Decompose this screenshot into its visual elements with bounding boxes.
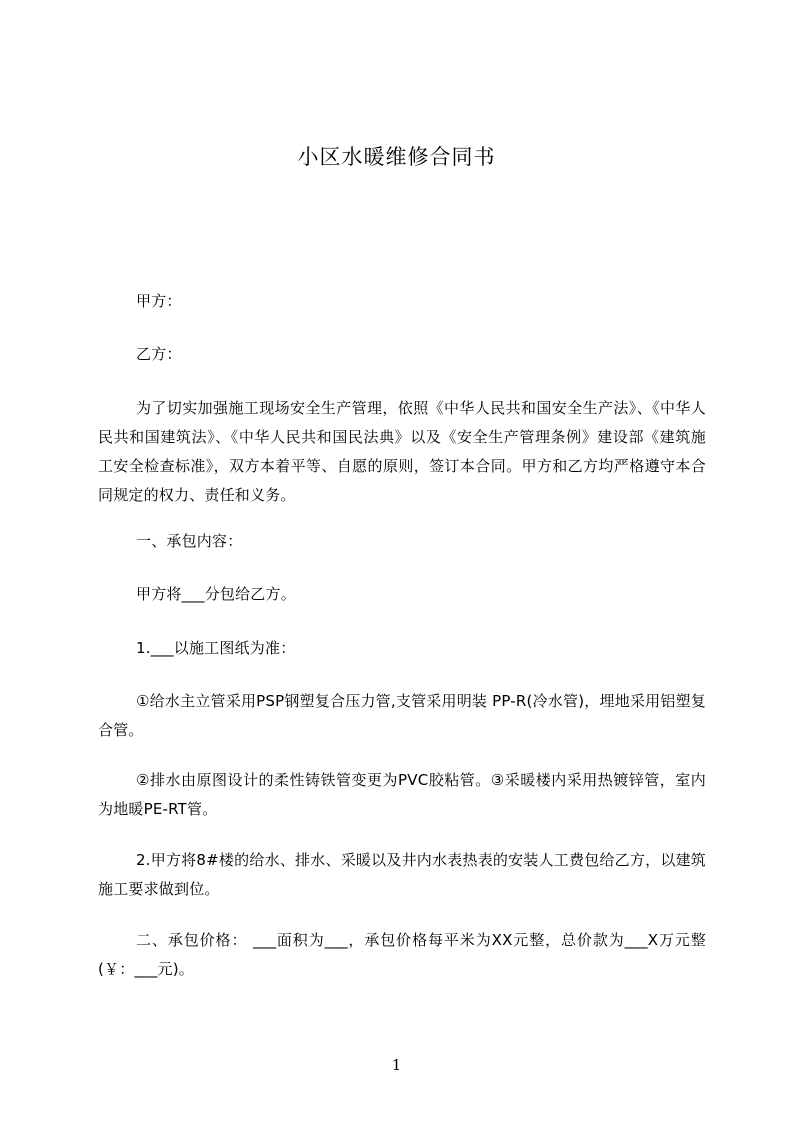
- clause-drainage-heating: ②排水由原图设计的柔性铸铁管变更为PVC胶粘管。③采暖楼内采用热镀锌管，室内为地暖PE-RT管。: [98, 771, 706, 818]
- page-number: 1: [391, 1056, 402, 1074]
- clause-2-labor: 2.甲方将8#楼的给水、排水、采暖以及井内水表热表的安装人工费包给乙方，以建筑施工要求做到位。: [98, 851, 706, 898]
- section-heading-contract-price: 二、承包价格： ___面积为___，承包价格每平米为XX元整，总价款为___X万元整(￥：___元)。: [98, 931, 706, 978]
- subcontract-statement: 甲方将___分包给乙方。: [136, 585, 296, 603]
- section-heading-contract-content: 一、承包内容：: [136, 532, 243, 550]
- preamble-paragraph: 为了切实加强施工现场安全生产管理，依照《中华人民共和国安全生产法》、《中华人民共和国建筑法》、《中华人民共和国民法典》以及《安全生产管理条例》建设部《建筑施工安全检查标准》，双方本着平等、自愿的原则，签订本合同。甲方和乙方均严格遵守本合同规定的权力、责任和义务。: [98, 399, 706, 504]
- party-a-line: 甲方：: [136, 292, 182, 310]
- party-b-line: 乙方：: [136, 345, 182, 363]
- document-title: 小区水暖维修合同书: [297, 145, 496, 169]
- clause-1-heading: 1.___以施工图纸为准：: [136, 639, 296, 657]
- clause-water-supply: ①给水主立管采用PSP钢塑复合压力管,支管采用明装 PP-R(冷水管)，埋地采用铝塑复合管。: [98, 692, 706, 739]
